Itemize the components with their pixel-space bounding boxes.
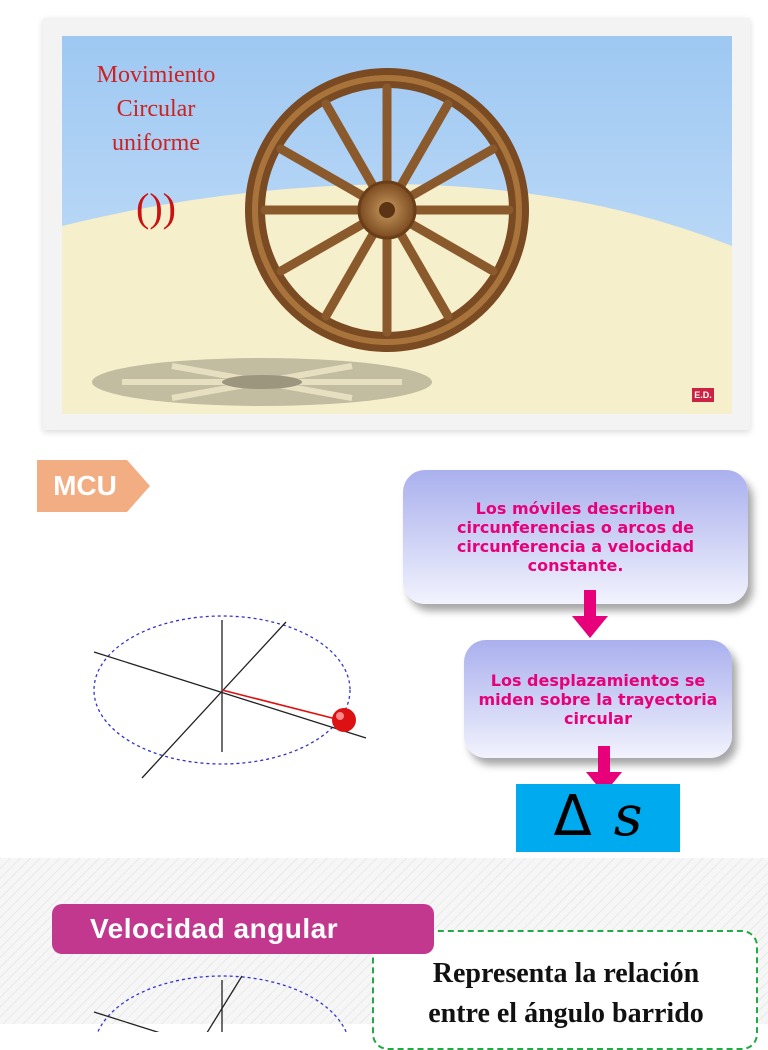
- hero-title: [66, 58, 246, 160]
- hero-title-line-3: uniforme: [112, 130, 200, 156]
- delta-s-formula: [516, 784, 680, 852]
- concept-text-1: Los móviles describen circunferencias o arcos de circunferencia a velocidad constante.: [456, 499, 695, 575]
- concept-text-2: Los desplazamientos se miden sobre la trayectoria circular: [478, 670, 718, 728]
- concept-box-trajectory: [403, 470, 748, 604]
- definition-line-1: Representa la relación: [432, 958, 700, 989]
- down-arrow-icon: [572, 590, 608, 638]
- delta-symbol: Δ: [553, 784, 592, 849]
- definition-text: [380, 954, 752, 1034]
- definition-line-2: entre el ángulo barrido: [428, 998, 704, 1029]
- hero-title-line-1: Movimiento: [96, 62, 216, 88]
- s-variable: s: [613, 784, 643, 849]
- concept-box-displacement: [464, 640, 732, 758]
- mcu-tag-label: MCU: [53, 470, 117, 501]
- hero-title-line-2: Circular: [116, 96, 196, 122]
- angular-velocity-diagram: [80, 972, 380, 1032]
- hero-parenthesis: ()): [136, 185, 176, 230]
- circular-motion-diagram: [80, 612, 380, 787]
- moving-ball-icon: [332, 708, 356, 732]
- publisher-logo: E.D.: [692, 388, 714, 402]
- velocity-angular-header: Velocidad angular: [52, 904, 434, 954]
